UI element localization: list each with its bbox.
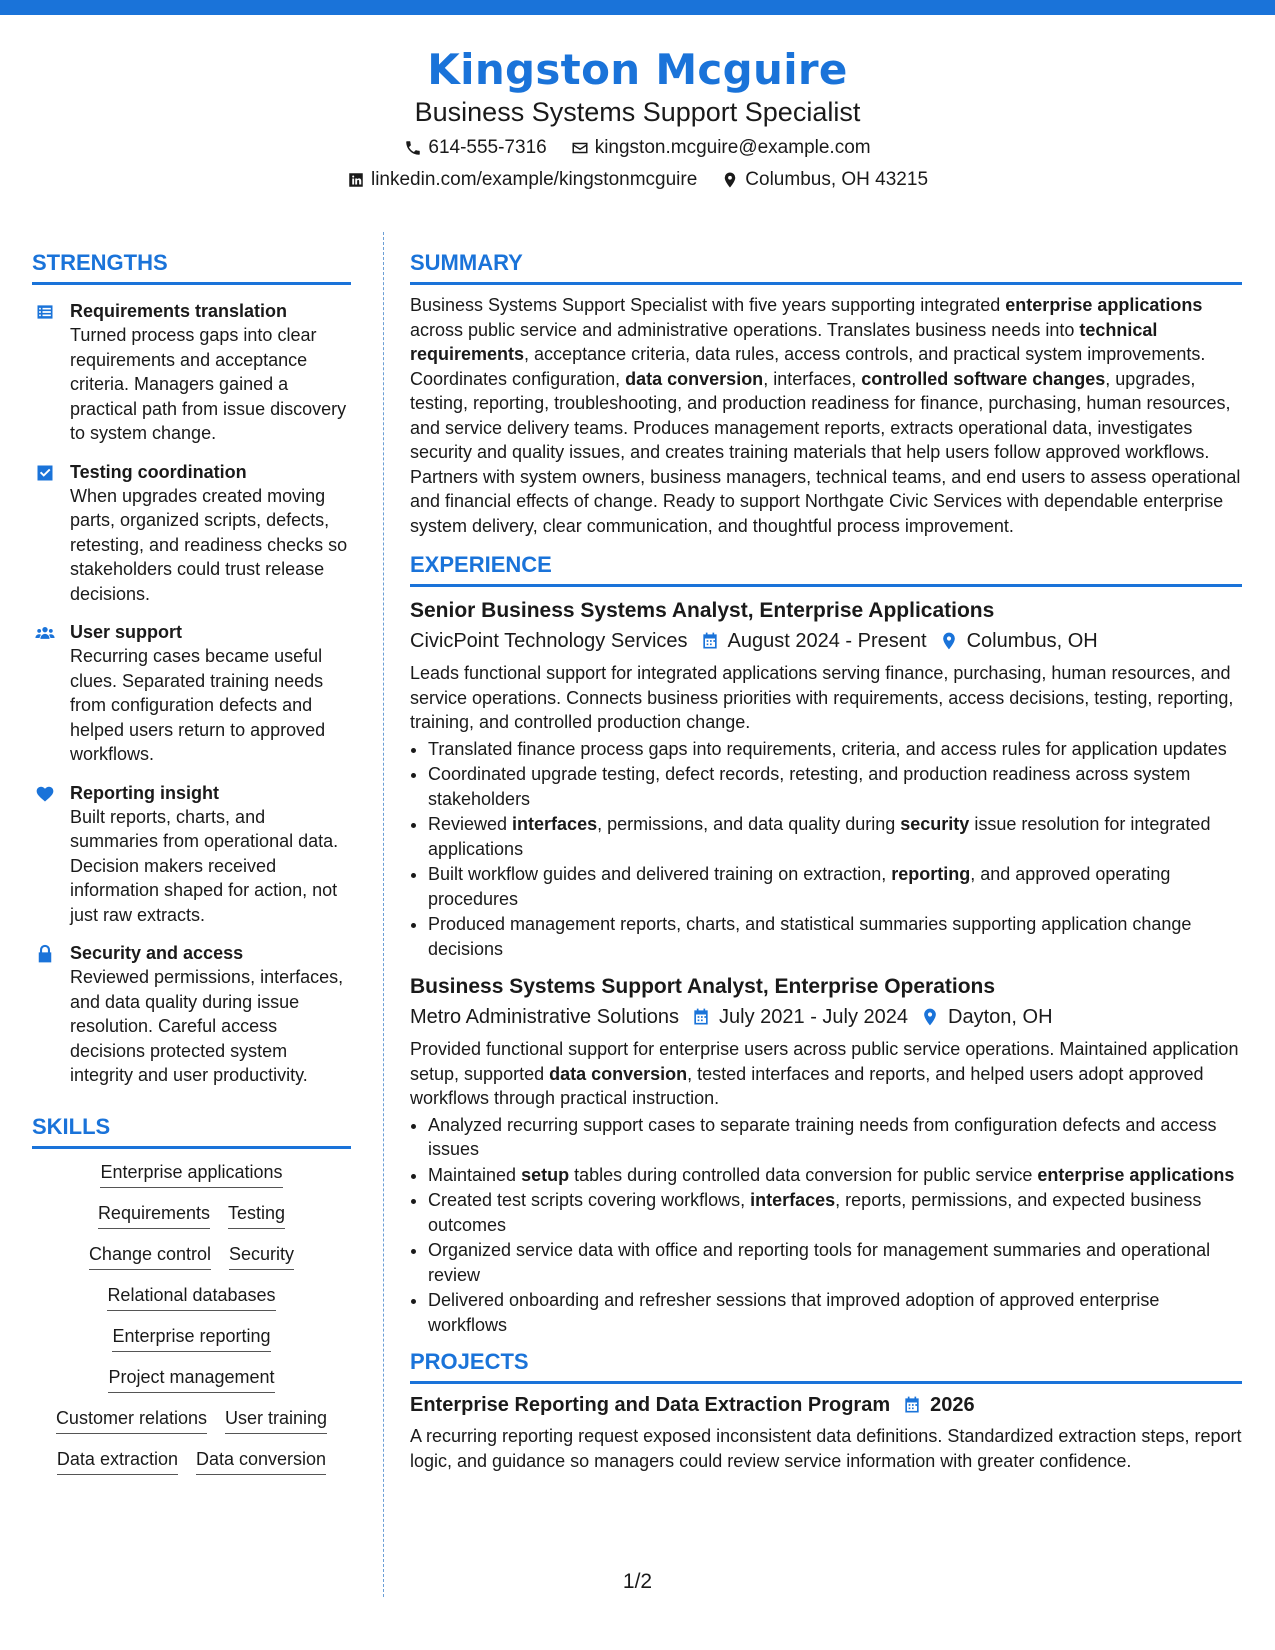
strength-desc: Reviewed permissions, interfaces, and data quality during issue resolution. Careful access decisions protected system integrity and user productivity. [70, 967, 344, 1085]
projects-heading: PROJECTS [410, 1349, 1242, 1384]
skill-row [98, 1202, 285, 1229]
strength-desc: When upgrades created moving parts, organized scripts, defects, retesting, and readiness checks so stakeholders could trust release decisions. [70, 485, 348, 604]
job-location [939, 627, 1098, 655]
strength-item [32, 941, 351, 1088]
skill-tag: Security [229, 1243, 294, 1270]
job-dates [700, 627, 927, 655]
skill-row [112, 1325, 270, 1352]
job-dates [691, 1003, 908, 1031]
experience-heading: EXPERIENCE [410, 552, 1242, 587]
job-entry [410, 597, 1242, 961]
summary-text: Business Systems Support Specialist with five years supporting integrated enterprise applications across public service and administrative operations. Translates business needs into technical requirements, acceptance criteria, data rules, access controls, and practical system improvements. Coordinates configuration, data conversion, interfaces, controlled software changes, upgrades, testing, reporting, troubleshooting, and production readiness for finance, purchasing, human resources, and service delivery teams. Produces management reports, extracts operational data, investigates security and quality issues, and creates training materials that help users follow approved workflows. Partners with system owners, business managers, technical teams, and end users to assess operational and financial effects of change. Ready to support Northgate Civic Services with dependable enterprise system delivery, clear communication, and thoughtful process improvement. [410, 295, 1241, 536]
map-pin-icon [920, 1007, 940, 1027]
skills-list [32, 1161, 351, 1475]
strength-title: Reporting insight [70, 782, 219, 803]
job-bullet: • Maintained setup tables during controlled data conversion for public service enterprise applications [428, 1163, 1242, 1188]
email-text: kingston.mcguire@example.com [594, 137, 871, 158]
job-location-text: Dayton, OH [948, 1006, 1053, 1028]
skill-tag: Customer relations [56, 1407, 207, 1434]
column-divider [383, 232, 384, 1597]
job-title: Senior Business Systems Analyst, Enterprise Applications [410, 599, 995, 622]
strength-item [32, 781, 351, 928]
strength-title: User support [70, 622, 183, 642]
job-bullet: • Reviewed interfaces, permissions, and data quality during security issue resolution for integrated applications [428, 812, 1242, 861]
contact-email[interactable] [571, 136, 871, 160]
skill-row [56, 1407, 327, 1434]
project-year: 2026 [930, 1394, 975, 1416]
job-bullet: • Translated finance process gaps into requirements, criteria, and access rules for application updates [428, 737, 1242, 762]
lock-icon [35, 944, 55, 964]
map-pin-icon [721, 171, 739, 189]
job-company: Metro Administrative Solutions [410, 1006, 680, 1028]
page-number: 1/2 [622, 1570, 653, 1593]
job-bullet: • Created test scripts covering workflows, interfaces, reports, permissions, and expected business outcomes [428, 1188, 1242, 1237]
strength-item [32, 620, 351, 767]
calendar-icon [700, 631, 720, 651]
skill-tag: Relational databases [107, 1284, 275, 1311]
skill-tag: Data conversion [196, 1448, 326, 1475]
candidate-title: Business Systems Support Specialist [414, 97, 861, 127]
job-bullet: • Coordinated upgrade testing, defect records, retesting, and production readiness across system stakeholders [428, 762, 1242, 811]
job-dates-text: July 2021 - July 2024 [719, 1006, 909, 1028]
job-company: CivicPoint Technology Services [410, 630, 688, 652]
job-bullet: • Organized service data with office and reporting tools for management summaries and operational review [428, 1238, 1242, 1287]
job-bullet: • Analyzed recurring support cases to separate training needs from configuration defects and access issues [428, 1113, 1242, 1162]
job-entry [410, 973, 1242, 1337]
skill-tag: Testing [228, 1202, 285, 1229]
job-meta [410, 627, 1242, 655]
strength-desc: Built reports, charts, and summaries from operational data. Decision makers received information shaped for action, not just raw extracts. [70, 806, 339, 925]
skill-tag: Enterprise reporting [112, 1325, 270, 1352]
job-bullet: • Produced management reports, charts, and statistical summaries supporting application change decisions [428, 912, 1242, 961]
job-bullet: • Delivered onboarding and refresher sessions that improved adoption of approved enterprise workflows [428, 1288, 1242, 1337]
skill-row [57, 1448, 326, 1475]
strength-title: Requirements translation [70, 301, 288, 321]
top-accent-bar [0, 0, 1275, 15]
strength-desc: Recurring cases became useful clues. Separated training needs from configuration defects and helped users return to approved workflows. [70, 646, 326, 764]
skill-tag: User training [225, 1407, 327, 1434]
project-title: Enterprise Reporting and Data Extraction Program [410, 1394, 891, 1416]
job-bullets [410, 1113, 1242, 1338]
location-text: Columbus, OH 43215 [745, 169, 929, 190]
project-header [410, 1392, 1242, 1418]
linkedin-text: linkedin.com/example/kingstonmcguire [370, 169, 698, 190]
summary-heading: SUMMARY [410, 250, 1242, 285]
project-entry [410, 1392, 1242, 1473]
calendar-icon [691, 1007, 711, 1027]
contact-row-2 [0, 168, 1275, 192]
job-dates-text: August 2024 - Present [727, 630, 927, 652]
right-column [410, 250, 1242, 1473]
left-column [32, 250, 351, 1475]
candidate-name: Kingston Mcguire [427, 45, 848, 94]
calendar-icon [902, 1395, 922, 1415]
strength-item [32, 299, 351, 446]
job-description: Leads functional support for integrated applications serving finance, purchasing, human resources, and service operations. Connects business priorities with requirements, access decisions, testing, reporting, training, and controlled production change. [410, 663, 1234, 732]
users-icon [35, 623, 55, 643]
skill-row [100, 1161, 282, 1188]
skill-tag: Data extraction [57, 1448, 178, 1475]
strength-title: Security and access [70, 943, 244, 963]
heart-icon [35, 784, 55, 804]
job-title: Business Systems Support Analyst, Enterprise Operations [410, 975, 996, 998]
linkedin-icon [347, 171, 365, 189]
strengths-heading: STRENGTHS [32, 250, 351, 285]
skill-tag: Enterprise applications [100, 1161, 282, 1188]
skills-heading: SKILLS [32, 1114, 351, 1149]
contact-location [721, 168, 928, 192]
job-meta [410, 1003, 1242, 1031]
job-description: Provided functional support for enterprise users across public service operations. Maintained application setup, supported data conversion, tested interfaces and reports, and helped users adopt approved workflows through practical instruction. [410, 1039, 1239, 1108]
skill-row [108, 1366, 274, 1393]
checkbox-icon [35, 463, 55, 483]
job-location-text: Columbus, OH [966, 630, 1098, 652]
contact-row-1 [0, 136, 1275, 160]
strength-desc: Turned process gaps into clear requirements and acceptance criteria. Managers gained a practical path from issue discovery to system change. [70, 325, 347, 443]
phone-text: 614-555-7316 [428, 137, 547, 158]
job-bullets [410, 737, 1242, 962]
job-bullet: • Built workflow guides and delivered training on extraction, reporting, and approved operating procedures [428, 862, 1242, 911]
strength-title: Testing coordination [70, 461, 247, 482]
map-pin-icon [939, 631, 959, 651]
contact-linkedin[interactable] [347, 168, 697, 192]
job-location [920, 1003, 1052, 1031]
skill-row [89, 1243, 294, 1270]
project-date [902, 1392, 975, 1418]
skill-tag: Requirements [98, 1202, 210, 1229]
project-description: A recurring reporting request exposed inconsistent data definitions. Standardized extraction steps, report logic, and guidance so managers could review service information with greater confidence. [410, 1426, 1242, 1471]
envelope-icon [571, 139, 589, 157]
skill-row [107, 1284, 275, 1311]
skill-tag: Change control [89, 1243, 211, 1270]
list-icon [35, 302, 55, 322]
contact-phone [404, 136, 546, 160]
strength-item [32, 460, 351, 607]
phone-icon [404, 139, 422, 157]
resume-header [0, 44, 1275, 192]
skill-tag: Project management [108, 1366, 274, 1393]
